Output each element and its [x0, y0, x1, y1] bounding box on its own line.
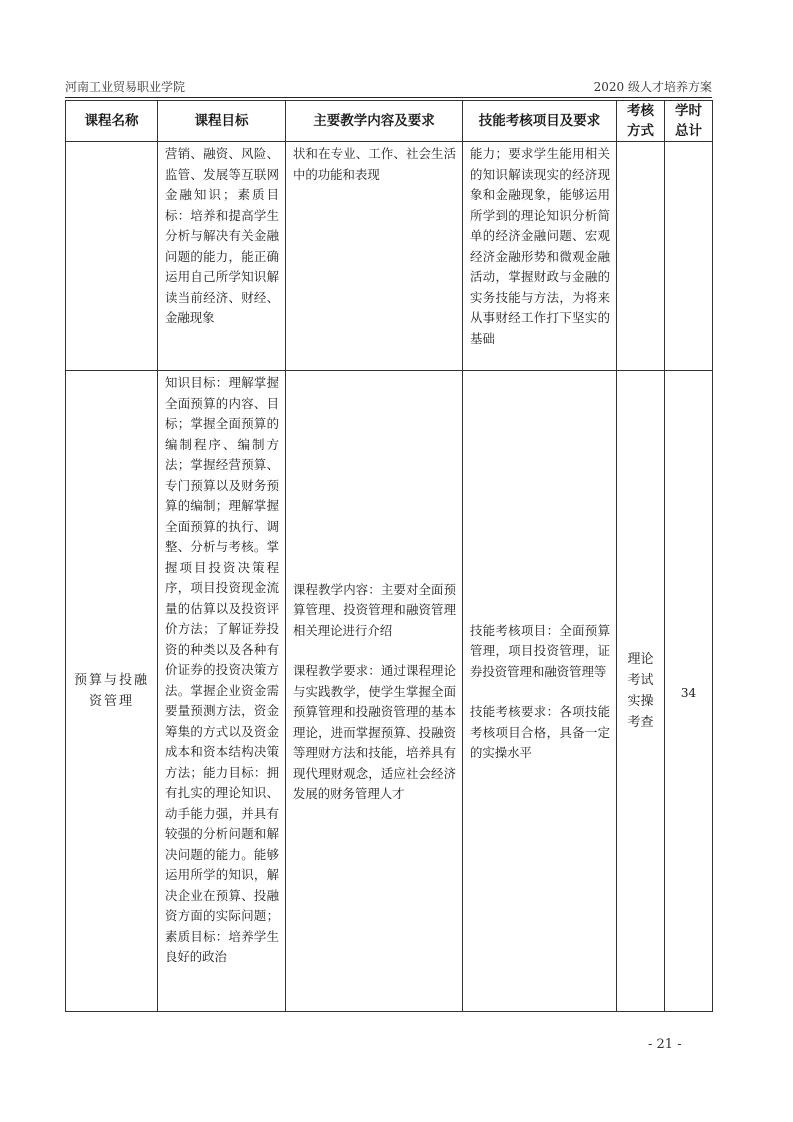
- col-header-hours-line2: 总计: [675, 123, 702, 139]
- col-header-course-name: 课程名称: [66, 101, 158, 142]
- course-name-cell: [66, 371, 158, 1012]
- course-name-cell: [66, 142, 158, 371]
- teaching-content-cell: [286, 142, 463, 371]
- skill-items-text: 技能考核项目：全面预算管理，项目投资管理，证券投资管理和融资管理等: [470, 622, 610, 679]
- assessment-method-text: 理论考试实操考查: [627, 652, 654, 730]
- total-hours-cell: [665, 142, 713, 371]
- header-school-name: 河南工业贸易职业学院: [65, 80, 186, 94]
- page-number: - 21 -: [648, 1037, 682, 1052]
- total-hours-text: 34: [680, 685, 697, 700]
- table-row: [66, 371, 713, 1012]
- col-header-course-goal: 课程目标: [158, 101, 286, 142]
- course-name-text: 预算与投融资管理: [73, 673, 149, 709]
- skill-assessment-cell: [463, 142, 617, 371]
- teaching-content-text: 状和在专业、工作、社会生活中的功能和表现: [293, 146, 456, 182]
- col-header-method-line1: 考核: [627, 103, 654, 119]
- course-goal-cell: [158, 371, 286, 1012]
- total-hours-cell: [665, 371, 713, 1012]
- teaching-content-cell: [286, 371, 463, 1012]
- col-header-assessment-method: [617, 101, 665, 142]
- table-row: [66, 142, 713, 371]
- course-goal-text: 知识目标：理解掌握全面预算的内容、目标；掌握全面预算的编制程序、编制方法；掌握经营预算、专门预算以及财务预算的编制；理解掌握全面预算的执行、调整、分析与考核。掌握项目投资决策程序，项目投资现金流量的估算以及投资评价方法；了解证券投资的种类以及各种有价证券的投资决策方法。掌握企业资金需要量预测方法，资金筹集的方式以及资金成本和资本结构决策方法；能力目标：拥有扎实的理论知识、动手能力强，并具有较强的分析问题和解决问题的能力。能够运用所学的知识，解决企业在预算、投融资方面的实际问题；素质目标：培养学生良好的政治: [165, 375, 279, 964]
- teaching-requirement-text: 课程教学要求：通过课程理论与实践教学，使学生掌握全面预算管理和投融资管理的基本理论，进而掌握预算、投融资等理财方法和技能，培养具有现代理财观念，适应社会经济发展的财务管理人才: [293, 663, 456, 801]
- col-header-method-line2: 方式: [627, 123, 654, 139]
- assessment-method-cell: [617, 371, 665, 1012]
- col-header-hours-line1: 学时: [675, 103, 702, 119]
- page-header: [65, 76, 712, 98]
- col-header-teaching-content: 主要教学内容及要求: [286, 101, 463, 142]
- teaching-content-text: 课程教学内容：主要对全面预算管理、投资管理和融资管理相关理论进行介绍: [293, 581, 456, 638]
- col-header-skill-assessment: 技能考核项目及要求: [463, 101, 617, 142]
- header-doc-title: 2020 级人才培养方案: [593, 80, 712, 94]
- skill-assessment-text: 能力；要求学生能用相关的知识解读现实的经济现象和金融现象，能够运用所学到的理论知识分析简单的经济金融问题、宏观经济金融形势和微观金融活动，掌握财政与金融的实务技能与方法，为将来从事财经工作打下坚实的基础: [470, 146, 610, 346]
- skill-assessment-cell: [463, 371, 617, 1012]
- table-header-row: [66, 101, 713, 142]
- skill-requirement-text: 技能考核要求：各项技能考核项目合格，具备一定的实操水平: [470, 704, 610, 760]
- course-goal-text: 营销、融资、风险、监管、发展等互联网金融知识；素质目标：培养和提高学生分析与解决有关金融问题的能力，能正确运用自己所学知识解读当前经济、财经、金融现象: [165, 146, 279, 325]
- col-header-total-hours: [665, 101, 713, 142]
- assessment-method-cell: [617, 142, 665, 371]
- course-goal-cell: [158, 142, 286, 371]
- course-table: [65, 100, 713, 1012]
